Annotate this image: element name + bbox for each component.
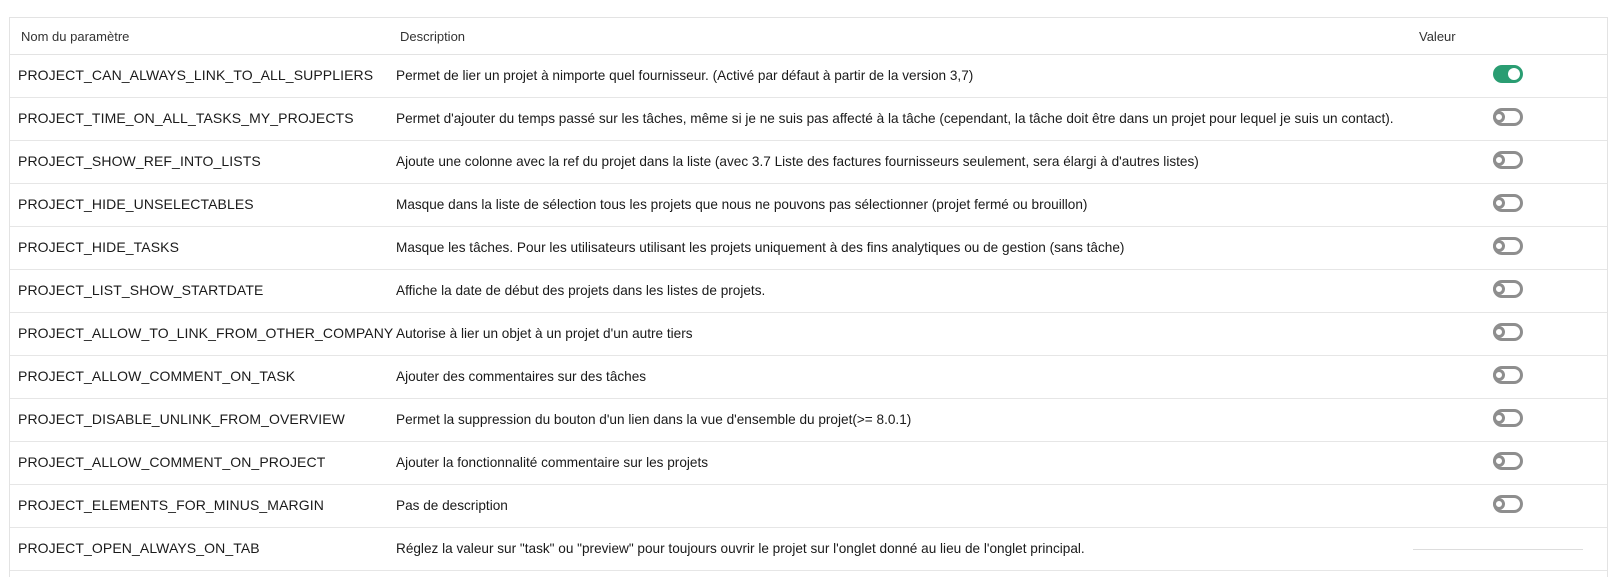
- parameter-name: PROJECT_OPEN_ALWAYS_ON_TAB: [18, 540, 260, 556]
- toggle-knob: [1493, 326, 1505, 338]
- table-row: [10, 184, 1607, 227]
- parameter-description: Pas de description: [396, 498, 508, 513]
- table-body: [10, 55, 1607, 571]
- table-row: [10, 141, 1607, 184]
- parameter-name: PROJECT_ALLOW_COMMENT_ON_PROJECT: [18, 454, 326, 470]
- column-header-value: Valeur: [1419, 29, 1456, 44]
- toggle-knob: [1493, 240, 1505, 252]
- settings-table: [9, 17, 1608, 577]
- parameter-name: PROJECT_HIDE_UNSELECTABLES: [18, 196, 254, 212]
- parameter-description: Affiche la date de début des projets dans les listes de projets.: [396, 283, 766, 298]
- toggle-knob: [1493, 283, 1505, 295]
- parameter-description: Réglez la valeur sur "task" ou "preview" pour toujours ouvrir le projet sur l'onglet donné au lieu de l'onglet principal.: [396, 541, 1085, 556]
- parameter-name: PROJECT_TIME_ON_ALL_TASKS_MY_PROJECTS: [18, 110, 354, 126]
- parameter-description: Permet de lier un projet à nimporte quel fournisseur. (Activé par défaut à partir de la version 3,7): [396, 68, 974, 83]
- table-row: [10, 356, 1607, 399]
- parameter-description: Permet d'ajouter du temps passé sur les tâches, même si je ne suis pas affecté à la tâche (cependant, la tâche doit être dans un projet pour lequel je suis un contact).: [396, 111, 1394, 126]
- parameter-name: PROJECT_HIDE_TASKS: [18, 239, 180, 255]
- parameter-description: Masque les tâches. Pour les utilisateurs utilisant les projets uniquement à des fins analytiques ou de gestion (sans tâche): [396, 240, 1125, 255]
- table-row: [10, 270, 1607, 313]
- toggle-knob: [1493, 197, 1505, 209]
- toggle-off-icon[interactable]: [1493, 323, 1523, 341]
- parameter-description: Masque dans la liste de sélection tous les projets que nous ne pouvons pas sélectionner (projet fermé ou brouillon): [396, 197, 1088, 212]
- parameter-description: Ajouter des commentaires sur des tâches: [396, 369, 647, 384]
- input-underline: [1413, 549, 1583, 550]
- parameter-description: Autorise à lier un objet à un projet d'un autre tiers: [396, 326, 693, 341]
- table-row: [10, 399, 1607, 442]
- toggle-knob: [1508, 68, 1520, 80]
- table-row: [10, 55, 1607, 98]
- toggle-off-icon[interactable]: [1493, 495, 1523, 513]
- toggle-knob: [1493, 412, 1505, 424]
- column-header-name: Nom du paramètre: [21, 29, 130, 44]
- table-row: [10, 227, 1607, 270]
- toggle-knob: [1493, 111, 1505, 123]
- column-header-description: Description: [400, 29, 466, 44]
- toggle-off-icon[interactable]: [1493, 409, 1523, 427]
- toggle-off-icon[interactable]: [1493, 280, 1523, 298]
- table-header: [10, 18, 1607, 55]
- toggle-knob: [1493, 154, 1505, 166]
- parameter-name: PROJECT_ALLOW_TO_LINK_FROM_OTHER_COMPANY: [18, 325, 394, 341]
- parameter-description: Ajoute une colonne avec la ref du projet dans la liste (avec 3.7 Liste des factures fournisseurs seulement, sera élargi à d'autres listes): [396, 154, 1199, 169]
- parameter-name: PROJECT_ELEMENTS_FOR_MINUS_MARGIN: [18, 497, 324, 513]
- toggle-off-icon[interactable]: [1493, 108, 1523, 126]
- toggle-knob: [1493, 369, 1505, 381]
- table-row: [10, 485, 1607, 528]
- parameter-description: Ajouter la fonctionnalité commentaire sur les projets: [396, 455, 709, 470]
- toggle-knob: [1493, 455, 1505, 467]
- toggle-off-icon[interactable]: [1493, 452, 1523, 470]
- toggle-off-icon[interactable]: [1493, 151, 1523, 169]
- toggle-on-icon[interactable]: [1493, 65, 1523, 83]
- table-row: [10, 313, 1607, 356]
- table-row: [10, 442, 1607, 485]
- toggle-off-icon[interactable]: [1493, 194, 1523, 212]
- parameter-description: Permet la suppression du bouton d'un lien dans la vue d'ensemble du projet(>= 8.0.1): [396, 412, 912, 427]
- table-row: [10, 528, 1607, 571]
- parameter-name: PROJECT_SHOW_REF_INTO_LISTS: [18, 153, 261, 169]
- parameter-name: PROJECT_CAN_ALWAYS_LINK_TO_ALL_SUPPLIERS: [18, 67, 374, 83]
- parameter-name: PROJECT_DISABLE_UNLINK_FROM_OVERVIEW: [18, 411, 345, 427]
- toggle-knob: [1493, 498, 1505, 510]
- toggle-off-icon[interactable]: [1493, 237, 1523, 255]
- parameter-name: PROJECT_ALLOW_COMMENT_ON_TASK: [18, 368, 296, 384]
- table-row: [10, 98, 1607, 141]
- toggle-off-icon[interactable]: [1493, 366, 1523, 384]
- parameter-name: PROJECT_LIST_SHOW_STARTDATE: [18, 282, 264, 298]
